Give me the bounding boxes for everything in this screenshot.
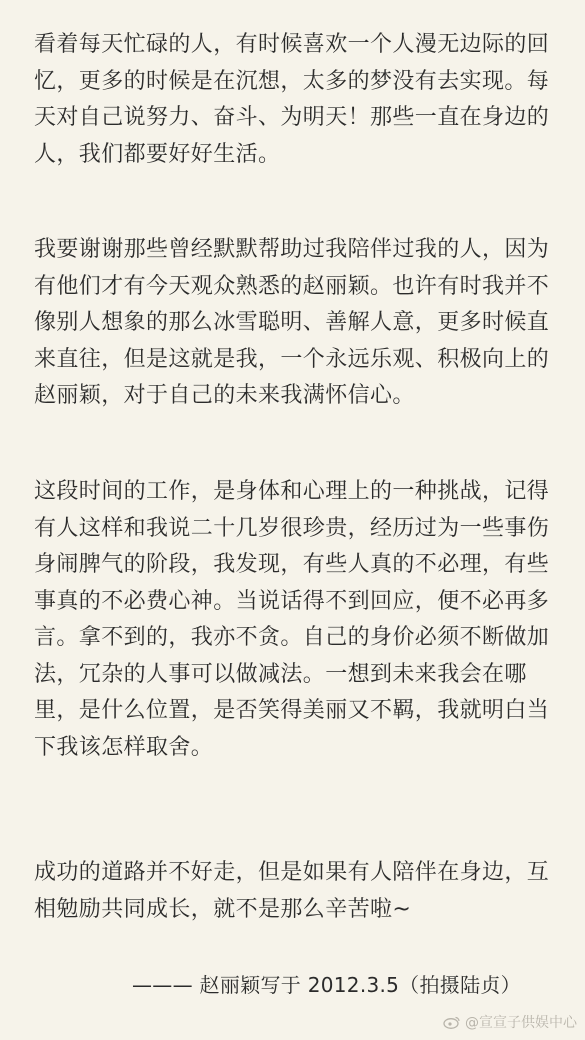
text-line: 忆，更多的时候是在沉想，太多的梦没有去实现。每: [34, 68, 550, 94]
watermark-text: @宣宣子供娱中心: [465, 1015, 577, 1031]
text-line: 我要谢谢那些曾经默默帮助过我陪伴过我的人，因为: [34, 237, 550, 262]
signature: ——— 赵丽颖写于 2012.3.5（拍摄陆贞）: [132, 973, 521, 997]
text-line: 事真的不必费心神。当说话得不到回应，便不必再多: [34, 588, 550, 614]
paragraph-1: [34, 27, 564, 173]
text-line: 看着每天忙碌的人，有时候喜欢一个人漫无边际的回: [34, 32, 550, 57]
text-line: 相勉励共同成长，就不是那么辛苦啦~: [34, 896, 412, 922]
text-line: 天对自己说努力、奋斗、为明天！那些一直在身边的: [34, 105, 550, 130]
paragraph-3: [34, 474, 564, 766]
text-line: 来直往，但是这就是我，一个永远乐观、积极向上的: [34, 346, 550, 372]
text-line: 有他们才有今天观众熟悉的赵丽颖。也许有时我并不: [34, 273, 550, 299]
text-line: 里，是什么位置，是否笑得美丽又不羁，我就明白当: [34, 698, 550, 723]
text-line: 身闹脾气的阶段，我发现，有些人真的不必理，有些: [34, 552, 550, 577]
text-line: 法，冗杂的人事可以做减法。一想到未来我会在哪: [34, 661, 527, 687]
text-line: 人，我们都要好好生活。: [34, 141, 281, 167]
text-line: 像别人想象的那么冰雪聪明、善解人意，更多时候直: [34, 310, 550, 335]
text-line: 成功的道路并不好走，但是如果有人陪伴在身边，互: [34, 860, 550, 885]
text-line: 赵丽颖，对于自己的未来我满怀信心。: [34, 383, 415, 408]
text-line: 这段时间的工作，是身体和心理上的一种挑战，记得: [34, 479, 550, 504]
weibo-icon: [443, 1015, 461, 1029]
weibo-watermark: [443, 1012, 577, 1032]
text-line: 下我该怎样取舍。: [34, 734, 214, 760]
paragraph-2: [34, 232, 564, 415]
text-line: 言。拿不到的，我亦不贪。自己的身价必须不断做加: [34, 625, 550, 650]
text-line: 有人这样和我说二十几岁很珍贵，经历过为一些事伤: [34, 515, 550, 541]
paragraph-4: [34, 855, 564, 928]
